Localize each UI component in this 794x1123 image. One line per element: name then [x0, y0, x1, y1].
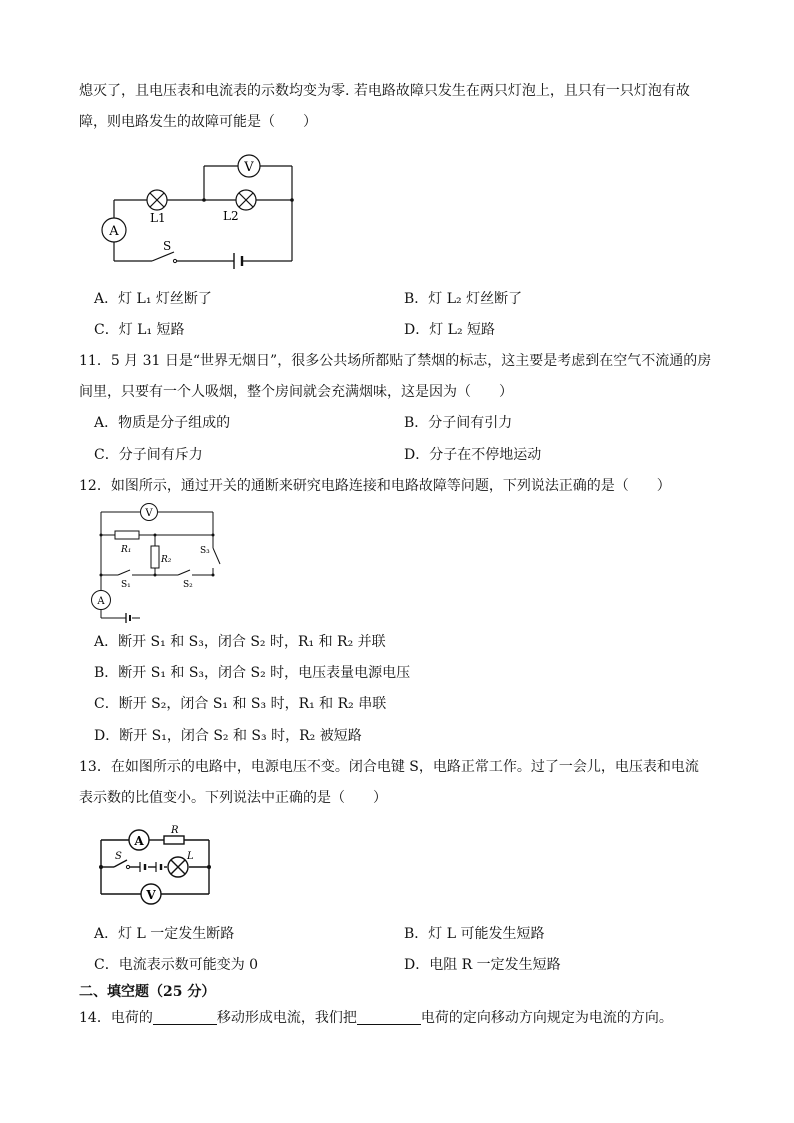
q13-lamp-label: L [187, 851, 194, 862]
q13-resistor-label: R [171, 825, 179, 836]
q13-ammeter-label: A [134, 834, 144, 848]
q12-option-d[interactable]: D．断开 S₁，闭合 S₂ 和 S₃ 时，R₂ 被短路 [94, 728, 362, 744]
q10-switch-label: S [163, 239, 172, 253]
q10-option-c[interactable]: C．灯 L₁ 短路 [94, 322, 185, 338]
q11-option-b[interactable]: B．分子间有引力 [404, 415, 513, 431]
q12-option-b[interactable]: B．断开 S₁ 和 S₃，闭合 S₂ 时，电压表量电源电压 [94, 665, 411, 681]
section-heading-fill-in: 二、填空题（25 分） [79, 984, 216, 1000]
q12-s1-label: S₁ [121, 580, 131, 590]
q10-option-d[interactable]: D．灯 L₂ 短路 [404, 322, 496, 338]
q13-option-c[interactable]: C．电流表示数可能变为 0 [94, 957, 259, 973]
q10-voltmeter-label: V [244, 160, 254, 175]
q12-voltmeter-label: V [145, 508, 153, 519]
q13-circuit-diagram [94, 824, 216, 908]
q10-text-line1: 熄灭了，且电压表和电流表的示数均变为零. 若电路故障只发生在两只灯泡上，且只有一只灯泡有故 [79, 83, 690, 99]
q12-circuit-diagram [88, 502, 228, 626]
q10-lamp2-label: L2 [223, 209, 239, 223]
q13-text-line2: 表示数的比值变小。下列说法中正确的是（ ） [79, 790, 387, 806]
q12-s2-label: S₂ [183, 580, 193, 590]
q10-circuit-diagram [96, 150, 306, 270]
q14-line [79, 1008, 673, 1028]
q13-option-a[interactable]: A．灯 L 一定发生断路 [94, 926, 235, 942]
q14-text-part1: 14．电荷的 [79, 1010, 153, 1026]
q12-option-a[interactable]: A．断开 S₁ 和 S₃，闭合 S₂ 时，R₁ 和 R₂ 并联 [94, 634, 386, 650]
q10-option-b[interactable]: B．灯 L₂ 灯丝断了 [404, 291, 523, 307]
q10-ammeter-label: A [109, 224, 119, 239]
q12-s3-label: S₃ [200, 546, 210, 556]
q12-ammeter-label: A [97, 596, 105, 607]
q12-option-c[interactable]: C．断开 S₂，闭合 S₁ 和 S₃ 时，R₁ 和 R₂ 串联 [94, 696, 387, 712]
q12-r1-label: R₁ [121, 545, 132, 555]
q13-option-d[interactable]: D．电阻 R 一定发生短路 [404, 957, 561, 973]
q10-lamp1-label: L1 [150, 211, 166, 225]
q11-option-c[interactable]: C．分子间有斥力 [94, 447, 203, 463]
q13-text-line1: 13．在如图所示的电路中，电源电压不变。闭合电键 S，电路正常工作。过了一会儿，电压表和电流 [79, 759, 699, 775]
q14-text-part2: 移动形成电流，我们把 [216, 1010, 357, 1026]
q12-text-line1: 12．如图所示，通过开关的通断来研究电路连接和电路故障等问题，下列说法正确的是（ ） [79, 478, 671, 494]
q11-text-line1: 11．5 月 31 日是“世界无烟日”，很多公共场所都贴了禁烟的标志，这主要是考虑到在空气不流通的房 [79, 353, 712, 369]
q13-switch-label: S [115, 851, 122, 862]
q13-voltmeter-label: V [146, 888, 156, 902]
q12-r2-label: R₂ [161, 555, 172, 565]
q13-option-b[interactable]: B．灯 L 可能发生短路 [404, 926, 545, 942]
q11-option-d[interactable]: D．分子在不停地运动 [404, 447, 542, 463]
q14-blank-1[interactable] [153, 1009, 217, 1025]
q11-option-a[interactable]: A．物质是分子组成的 [94, 415, 231, 431]
q10-text-line2: 障，则电路发生的故障可能是（ ） [79, 114, 317, 130]
q10-option-a[interactable]: A．灯 L₁ 灯丝断了 [94, 291, 212, 307]
q14-text-part3: 电荷的定向移动方向规定为电流的方向。 [420, 1010, 673, 1026]
q11-text-line2: 间里，只要有一个人吸烟，整个房间就会充满烟味，这是因为（ ） [79, 384, 513, 400]
q14-blank-2[interactable] [357, 1009, 421, 1025]
